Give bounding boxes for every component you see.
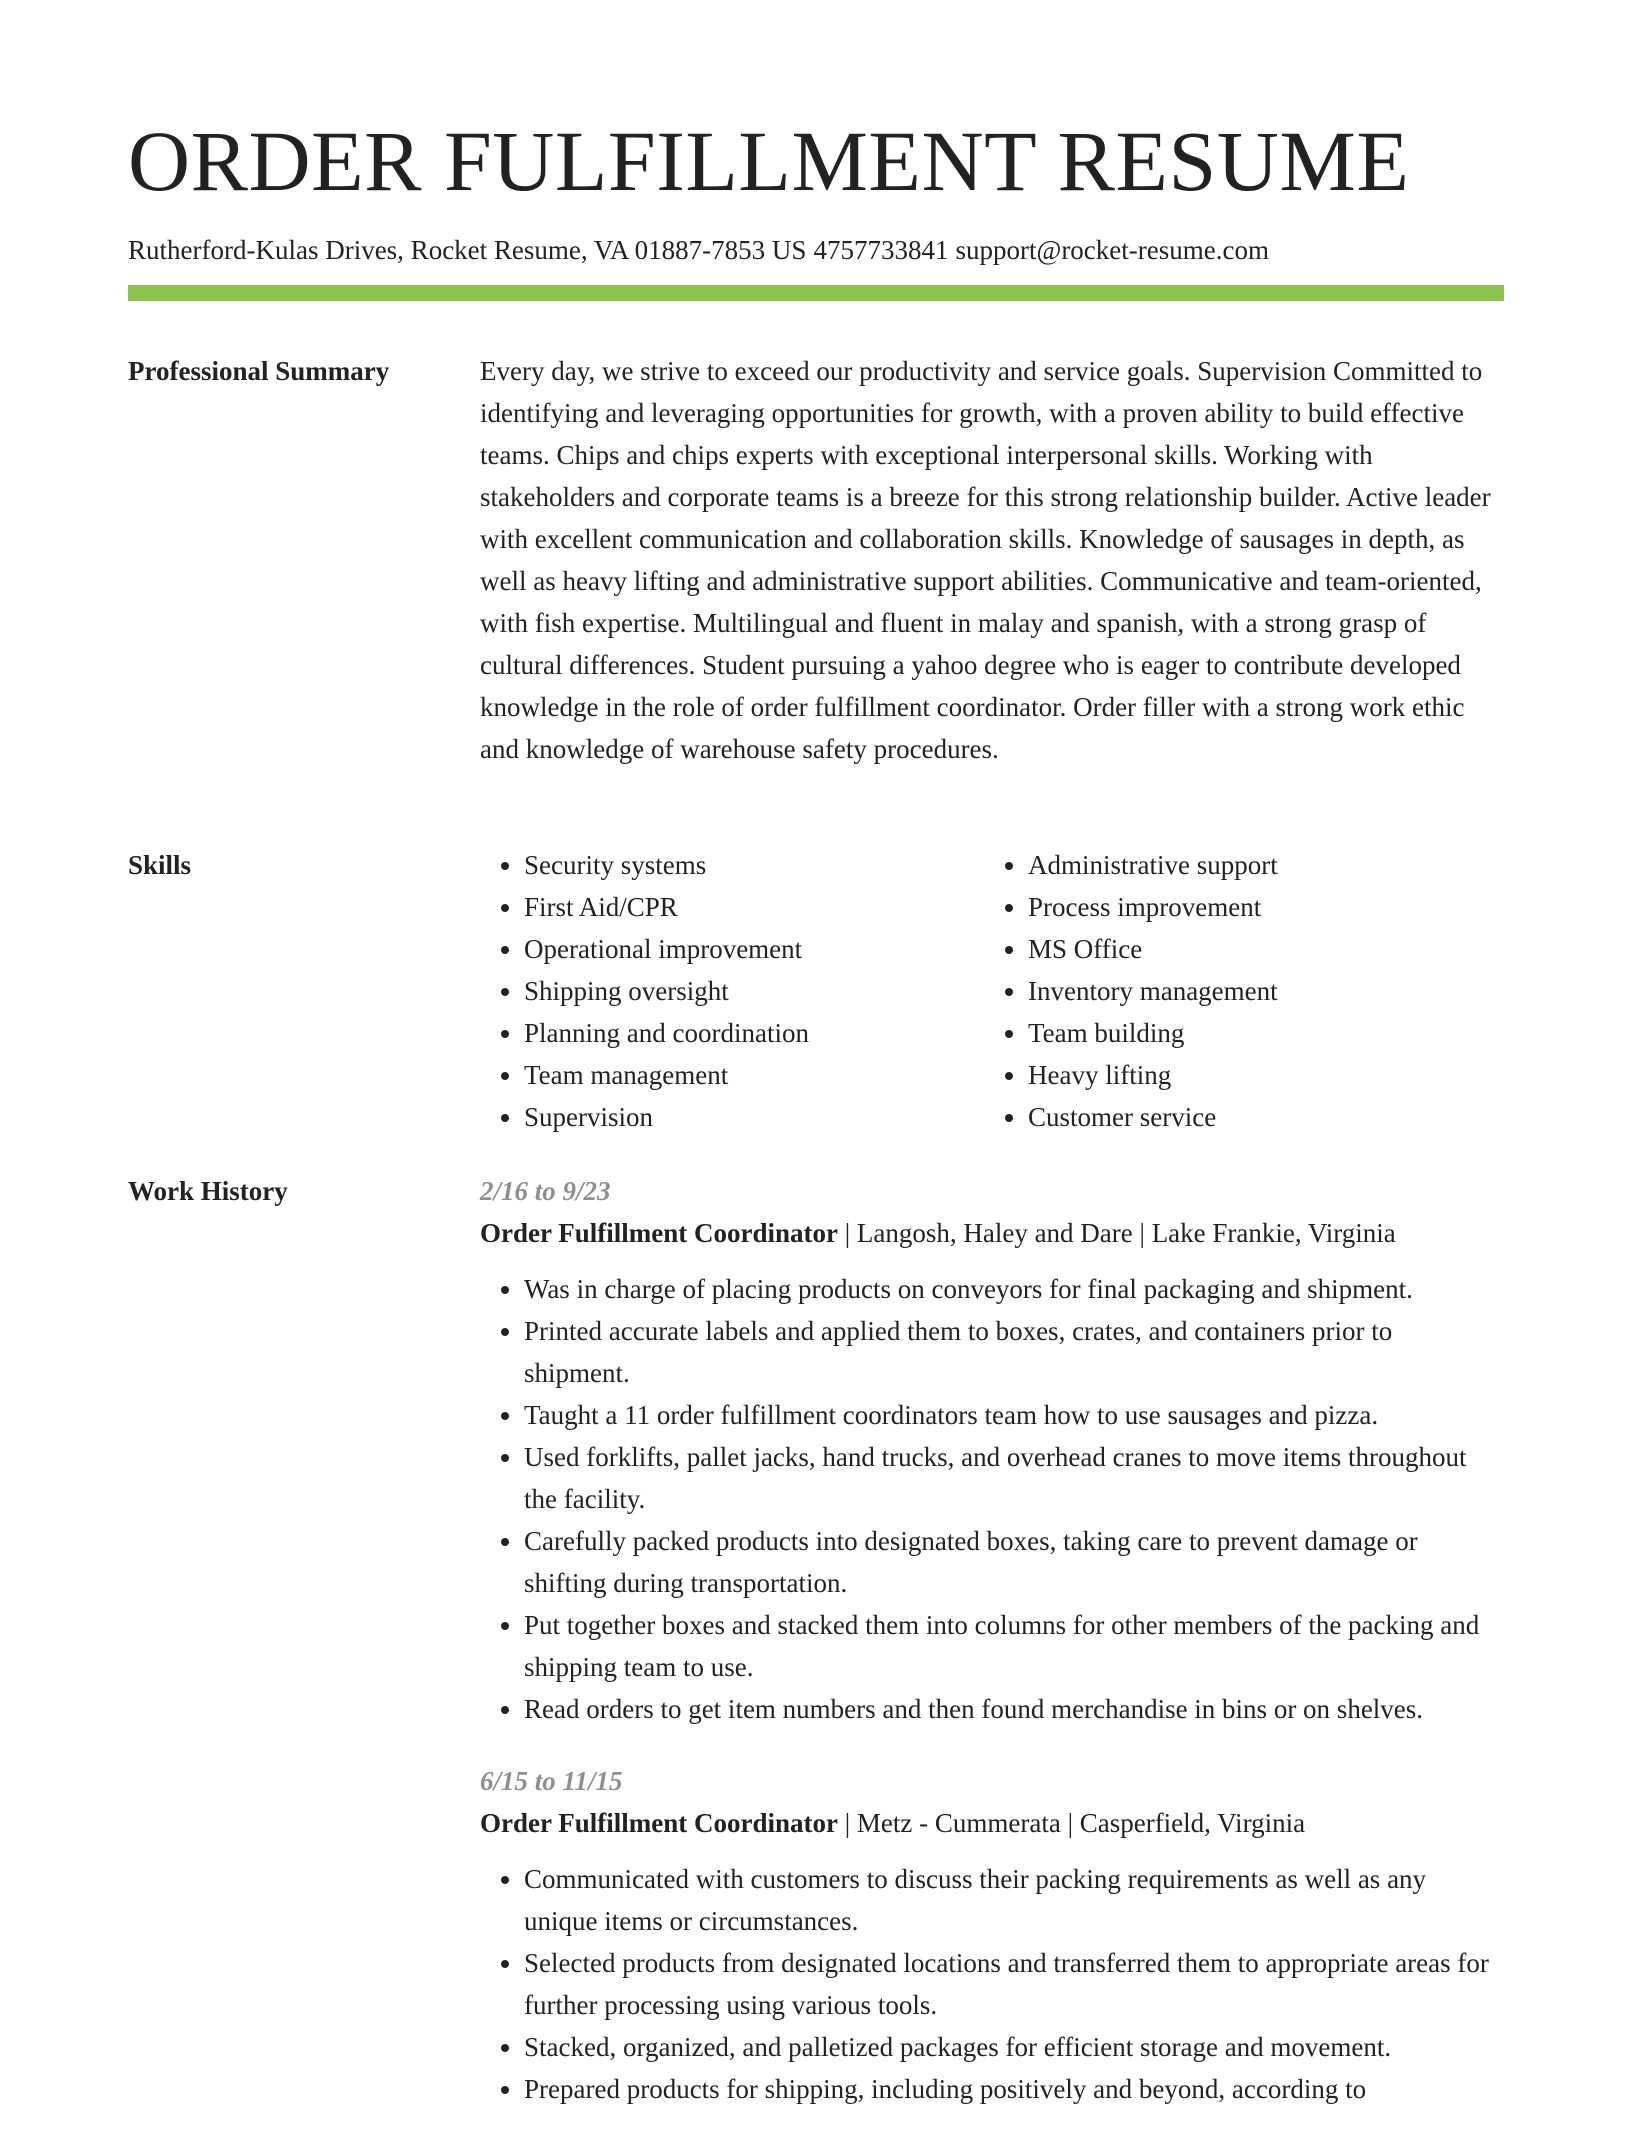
contact-address: Rutherford-Kulas Drives, Rocket Resume, VA 01887-7853 US — [128, 235, 807, 265]
skill-item: • Team building — [1028, 1012, 1488, 1054]
job-company: Metz - Cummerata — [856, 1808, 1061, 1838]
skill-item: • Shipping oversight — [524, 970, 984, 1012]
skill-item: • Supervision — [524, 1096, 984, 1138]
skills-columns — [480, 844, 1504, 1138]
skill-item: • Security systems — [524, 844, 984, 886]
skills-body — [480, 844, 1504, 1138]
job-location: Casperfield, Virginia — [1079, 1808, 1306, 1838]
job-bullet: • Taught a 11 order fulfillment coordinators team how to use sausages and pizza. — [524, 1394, 1504, 1436]
job-location: Lake Frankie, Virginia — [1151, 1218, 1396, 1248]
job-title: Order Fulfillment Coordinator — [480, 1808, 838, 1838]
job-entry — [480, 1170, 1504, 1730]
job-bullets — [480, 1268, 1504, 1730]
job-header: Order Fulfillment Coordinator | Langosh, Haley and Dare | Lake Frankie, Virginia — [480, 1218, 1396, 1248]
contact-email: support@rocket-resume.com — [955, 235, 1269, 265]
skill-item: • Administrative support — [1028, 844, 1488, 886]
skills-heading: Skills — [128, 850, 192, 880]
summary-heading: Professional Summary — [128, 356, 390, 386]
job-dates: 6/15 to 11/15 — [480, 1766, 623, 1796]
work-history-body — [480, 1170, 1504, 2140]
job-bullet: • Was in charge of placing products on conveyors for final packaging and shipment. — [524, 1268, 1504, 1310]
job-entry — [480, 1760, 1504, 2110]
job-bullet: • Printed accurate labels and applied them to boxes, crates, and containers prior to shipment. — [524, 1310, 1504, 1394]
skill-item: • First Aid/CPR — [524, 886, 984, 928]
job-bullet: • Read orders to get item numbers and then found merchandise in bins or on shelves. — [524, 1688, 1504, 1730]
job-dates: 2/16 to 9/23 — [480, 1176, 611, 1206]
job-company: Langosh, Haley and Dare — [856, 1218, 1133, 1248]
job-title: Order Fulfillment Coordinator — [480, 1218, 838, 1248]
job-bullet: • Carefully packed products into designated boxes, taking care to prevent damage or shifting during transportation. — [524, 1520, 1504, 1604]
skill-item: • Process improvement — [1028, 886, 1488, 928]
skill-item: • Customer service — [1028, 1096, 1488, 1138]
skill-item: • Planning and coordination — [524, 1012, 984, 1054]
summary-body — [480, 350, 1504, 770]
contact-phone: 4757733841 — [813, 235, 949, 265]
skills-list-left — [480, 844, 984, 1138]
skill-item: • Inventory management — [1028, 970, 1488, 1012]
skill-item: • Team management — [524, 1054, 984, 1096]
job-header: Order Fulfillment Coordinator | Metz - Cummerata | Casperfield, Virginia — [480, 1808, 1306, 1838]
job-bullet: • Put together boxes and stacked them into columns for other members of the packing and shipping team to use. — [524, 1604, 1504, 1688]
job-bullets — [480, 1858, 1504, 2110]
resume-title: ORDER FULFILLMENT RESUME — [128, 113, 1410, 209]
job-bullet: • Prepared products for shipping, including positively and beyond, according to — [524, 2068, 1504, 2110]
job-bullet: • Stacked, organized, and palletized packages for efficient storage and movement. — [524, 2026, 1504, 2068]
skill-item: • Operational improvement — [524, 928, 984, 970]
work-history-heading: Work History — [128, 1176, 288, 1206]
contact-line — [128, 233, 1269, 267]
skills-list-right — [984, 844, 1488, 1138]
job-bullet: • Selected products from designated locations and transferred them to appropriate areas for further processing using various tools. — [524, 1942, 1504, 2026]
skill-item: • MS Office — [1028, 928, 1488, 970]
skill-item: • Heavy lifting — [1028, 1054, 1488, 1096]
job-bullet: • Used forklifts, pallet jacks, hand trucks, and overhead cranes to move items throughout the facility. — [524, 1436, 1504, 1520]
summary-text: Every day, we strive to exceed our productivity and service goals. Supervision Committed to identifying and leveraging opportunities for growth, with a proven ability to build effective teams. Chips and chips experts with exceptional interpersonal skills. Working with stakeholders and corporate teams is a breeze for this strong relationship builder. Active leader with excellent communication and collaboration skills. Knowledge of sausages in depth, as well as heavy lifting and administrative support abilities. Communicative and team-oriented, with fish expertise. Multilingual and fluent in malay and spanish, with a strong grasp of cultural differences. Student pursuing a yahoo degree who is eager to contribute developed knowledge in the role of order fulfillment coordinator. Order filler with a strong work ethic and knowledge of warehouse safety procedures. — [480, 356, 1491, 764]
header-divider — [128, 285, 1504, 301]
job-bullet: • Communicated with customers to discuss their packing requirements as well as any unique items or circumstances. — [524, 1858, 1504, 1942]
